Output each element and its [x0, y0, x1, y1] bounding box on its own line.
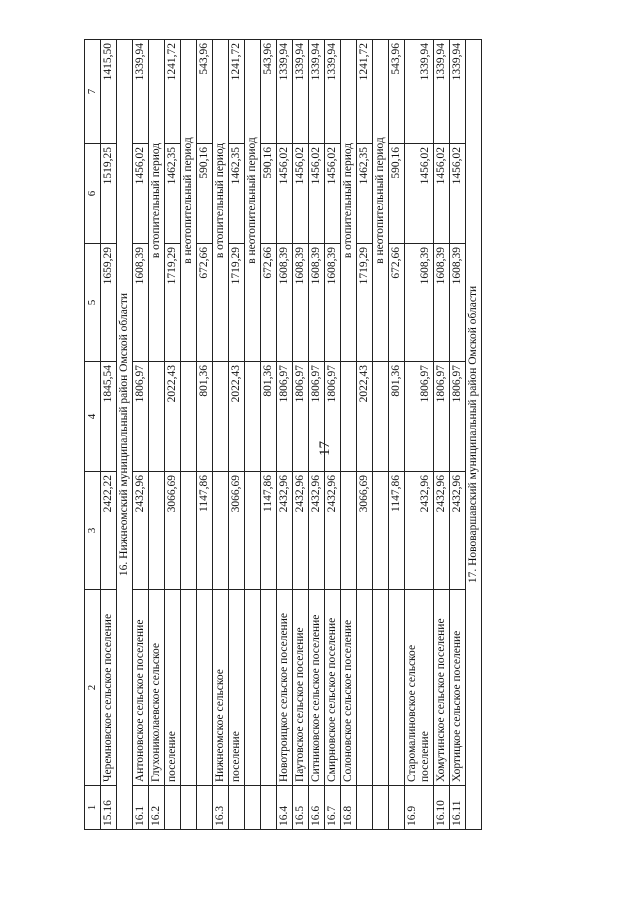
- value-cell: 1719,29: [229, 244, 245, 362]
- table-row: [117, 40, 133, 830]
- value-cell: 1339,94: [325, 40, 341, 144]
- header-row: [85, 40, 101, 830]
- empty-cell: [373, 362, 389, 472]
- table-row: [213, 40, 229, 830]
- row-number: 16.8: [341, 786, 357, 830]
- value-cell: 1719,29: [165, 244, 181, 362]
- empty-cell: [181, 472, 197, 590]
- value-cell: 2022,43: [229, 362, 245, 472]
- header-cell: 6: [85, 144, 101, 244]
- value-cell: 2022,43: [357, 362, 373, 472]
- settlement-name: [245, 590, 261, 786]
- value-cell: 1608,39: [133, 244, 149, 362]
- table-row: [325, 40, 341, 830]
- value-cell: 1339,94: [450, 40, 466, 144]
- value-cell: 1456,02: [277, 144, 293, 244]
- value-cell: 2022,43: [165, 362, 181, 472]
- table-row: [450, 40, 466, 830]
- section-title: 16. Нижнеомский муниципальный район Омской области: [117, 40, 133, 830]
- value-cell: 1339,94: [405, 40, 434, 144]
- row-number: 15.16: [101, 786, 117, 830]
- row-number: [165, 786, 181, 830]
- value-cell: 1462,35: [165, 144, 181, 244]
- table-row: [434, 40, 450, 830]
- value-cell: 590,16: [197, 144, 213, 244]
- table-row: [277, 40, 293, 830]
- value-cell: 1806,97: [405, 362, 434, 472]
- value-cell: 1415,50: [101, 40, 117, 144]
- value-cell: 590,16: [389, 144, 405, 244]
- value-cell: 801,36: [389, 362, 405, 472]
- settlement-name: Нижнеомское сельское: [213, 590, 229, 786]
- settlement-name: Новотроицкое сельское поселение: [277, 590, 293, 786]
- value-cell: 672,66: [197, 244, 213, 362]
- value-cell: 2432,96: [293, 472, 309, 590]
- section-title: 17. Нововаршавский муниципальный район Омской области: [466, 40, 482, 830]
- row-number: [197, 786, 213, 830]
- value-cell: 1519,25: [101, 144, 117, 244]
- settlement-name: Старомалиновское сельское поселение: [405, 590, 434, 786]
- empty-cell: [149, 472, 165, 590]
- empty-cell: [341, 472, 357, 590]
- value-cell: 543,96: [261, 40, 277, 144]
- value-cell: 1806,97: [325, 362, 341, 472]
- row-number: [245, 786, 261, 830]
- empty-cell: [149, 362, 165, 472]
- empty-cell: [245, 362, 261, 472]
- row-number: [181, 786, 197, 830]
- row-number: 16.9: [405, 786, 434, 830]
- value-cell: 1456,02: [309, 144, 325, 244]
- table-row: [293, 40, 309, 830]
- table-row: [357, 40, 373, 830]
- value-cell: 1456,02: [325, 144, 341, 244]
- row-number: [357, 786, 373, 830]
- page-number: 17: [317, 441, 333, 456]
- settlement-name: [261, 590, 277, 786]
- value-cell: 801,36: [261, 362, 277, 472]
- value-cell: 1456,02: [434, 144, 450, 244]
- value-cell: 1806,97: [309, 362, 325, 472]
- settlement-name: Смирновское сельское поселение: [325, 590, 341, 786]
- value-cell: 2432,96: [277, 472, 293, 590]
- row-number: 16.7: [325, 786, 341, 830]
- settlement-name: [181, 590, 197, 786]
- row-number: 16.11: [450, 786, 466, 830]
- value-cell: 1845,54: [101, 362, 117, 472]
- tariff-table: [84, 39, 482, 830]
- settlement-name: поселение: [229, 590, 245, 786]
- settlement-name: Ситниковское сельское поселение: [309, 590, 325, 786]
- table-row: [405, 40, 434, 830]
- row-number: 16.5: [293, 786, 309, 830]
- value-cell: 1147,86: [389, 472, 405, 590]
- value-cell: 1608,39: [309, 244, 325, 362]
- table-row: [341, 40, 357, 830]
- row-number: 16.6: [309, 786, 325, 830]
- value-cell: 1608,39: [325, 244, 341, 362]
- value-cell: 1462,35: [357, 144, 373, 244]
- settlement-name: Черемновское сельское поселение: [101, 590, 117, 786]
- table-row: [245, 40, 261, 830]
- row-number: [373, 786, 389, 830]
- value-cell: 1339,94: [133, 40, 149, 144]
- value-cell: 2432,96: [450, 472, 466, 590]
- settlement-name: Хомутинское сельское поселение: [434, 590, 450, 786]
- value-cell: 1806,97: [293, 362, 309, 472]
- value-cell: 1608,39: [405, 244, 434, 362]
- row-number: [389, 786, 405, 830]
- settlement-name: поселение: [165, 590, 181, 786]
- value-cell: 1462,35: [229, 144, 245, 244]
- table-row: [165, 40, 181, 830]
- row-number: 16.10: [434, 786, 450, 830]
- table-row: [197, 40, 213, 830]
- value-cell: 672,66: [261, 244, 277, 362]
- value-cell: 2422,22: [101, 472, 117, 590]
- row-number: [261, 786, 277, 830]
- header-cell: 1: [85, 786, 101, 830]
- period-label: в неотопительный период: [181, 40, 197, 362]
- value-cell: 543,96: [197, 40, 213, 144]
- table-row: [373, 40, 389, 830]
- row-number: [229, 786, 245, 830]
- header-cell: 4: [85, 362, 101, 472]
- value-cell: 1806,97: [277, 362, 293, 472]
- value-cell: 1608,39: [277, 244, 293, 362]
- header-cell: 3: [85, 472, 101, 590]
- empty-cell: [213, 472, 229, 590]
- table-row: [389, 40, 405, 830]
- value-cell: 2432,96: [325, 472, 341, 590]
- value-cell: 1339,94: [293, 40, 309, 144]
- row-number: 16.1: [133, 786, 149, 830]
- value-cell: 3066,69: [165, 472, 181, 590]
- value-cell: 1339,94: [277, 40, 293, 144]
- value-cell: 1719,29: [357, 244, 373, 362]
- settlement-name: Глухониколаевское сельское: [149, 590, 165, 786]
- settlement-name: [197, 590, 213, 786]
- value-cell: 2432,96: [434, 472, 450, 590]
- value-cell: 590,16: [261, 144, 277, 244]
- settlement-name: Солоновское сельское поселение: [341, 590, 357, 786]
- value-cell: 2432,96: [309, 472, 325, 590]
- header-cell: 5: [85, 244, 101, 362]
- table-body: [101, 40, 482, 830]
- value-cell: 1806,97: [450, 362, 466, 472]
- value-cell: 801,36: [197, 362, 213, 472]
- period-label: в отопительный период: [213, 40, 229, 362]
- value-cell: 1608,39: [434, 244, 450, 362]
- period-label: в неотопительный период: [245, 40, 261, 362]
- table-row: [466, 40, 482, 830]
- settlement-name: [373, 590, 389, 786]
- rotated-table-container: [84, 40, 560, 830]
- value-cell: 2432,96: [405, 472, 434, 590]
- value-cell: 1608,39: [450, 244, 466, 362]
- settlement-name: Паутовское сельское поселение: [293, 590, 309, 786]
- value-cell: 1339,94: [434, 40, 450, 144]
- value-cell: 1147,86: [197, 472, 213, 590]
- value-cell: 672,66: [389, 244, 405, 362]
- period-label: в отопительный период: [149, 40, 165, 362]
- settlement-name: [389, 590, 405, 786]
- empty-cell: [373, 472, 389, 590]
- row-number: 16.3: [213, 786, 229, 830]
- table-row: [181, 40, 197, 830]
- value-cell: 1339,94: [309, 40, 325, 144]
- value-cell: 1241,72: [229, 40, 245, 144]
- settlement-name: Хортицкое сельское поселение: [450, 590, 466, 786]
- table-row: [133, 40, 149, 830]
- empty-cell: [213, 362, 229, 472]
- value-cell: 1147,86: [261, 472, 277, 590]
- table-row: [149, 40, 165, 830]
- header-cell: 7: [85, 40, 101, 144]
- value-cell: 1241,72: [357, 40, 373, 144]
- empty-cell: [341, 362, 357, 472]
- settlement-name: [357, 590, 373, 786]
- value-cell: 1241,72: [165, 40, 181, 144]
- empty-cell: [181, 362, 197, 472]
- row-number: 16.2: [149, 786, 165, 830]
- value-cell: 1456,02: [450, 144, 466, 244]
- value-cell: 2432,96: [133, 472, 149, 590]
- period-label: в неотопительный период: [373, 40, 389, 362]
- value-cell: 1659,29: [101, 244, 117, 362]
- settlement-name: Антоновское сельское поселение: [133, 590, 149, 786]
- value-cell: 1456,02: [405, 144, 434, 244]
- table-row: [261, 40, 277, 830]
- empty-cell: [245, 472, 261, 590]
- header-cell: 2: [85, 590, 101, 786]
- value-cell: 3066,69: [357, 472, 373, 590]
- table-row: [309, 40, 325, 830]
- period-label: в отопительный период: [341, 40, 357, 362]
- value-cell: 3066,69: [229, 472, 245, 590]
- value-cell: 1456,02: [133, 144, 149, 244]
- value-cell: 1806,97: [434, 362, 450, 472]
- value-cell: 1806,97: [133, 362, 149, 472]
- value-cell: 543,96: [389, 40, 405, 144]
- table-row: [101, 40, 117, 830]
- table-row: [229, 40, 245, 830]
- row-number: 16.4: [277, 786, 293, 830]
- value-cell: 1456,02: [293, 144, 309, 244]
- value-cell: 1608,39: [293, 244, 309, 362]
